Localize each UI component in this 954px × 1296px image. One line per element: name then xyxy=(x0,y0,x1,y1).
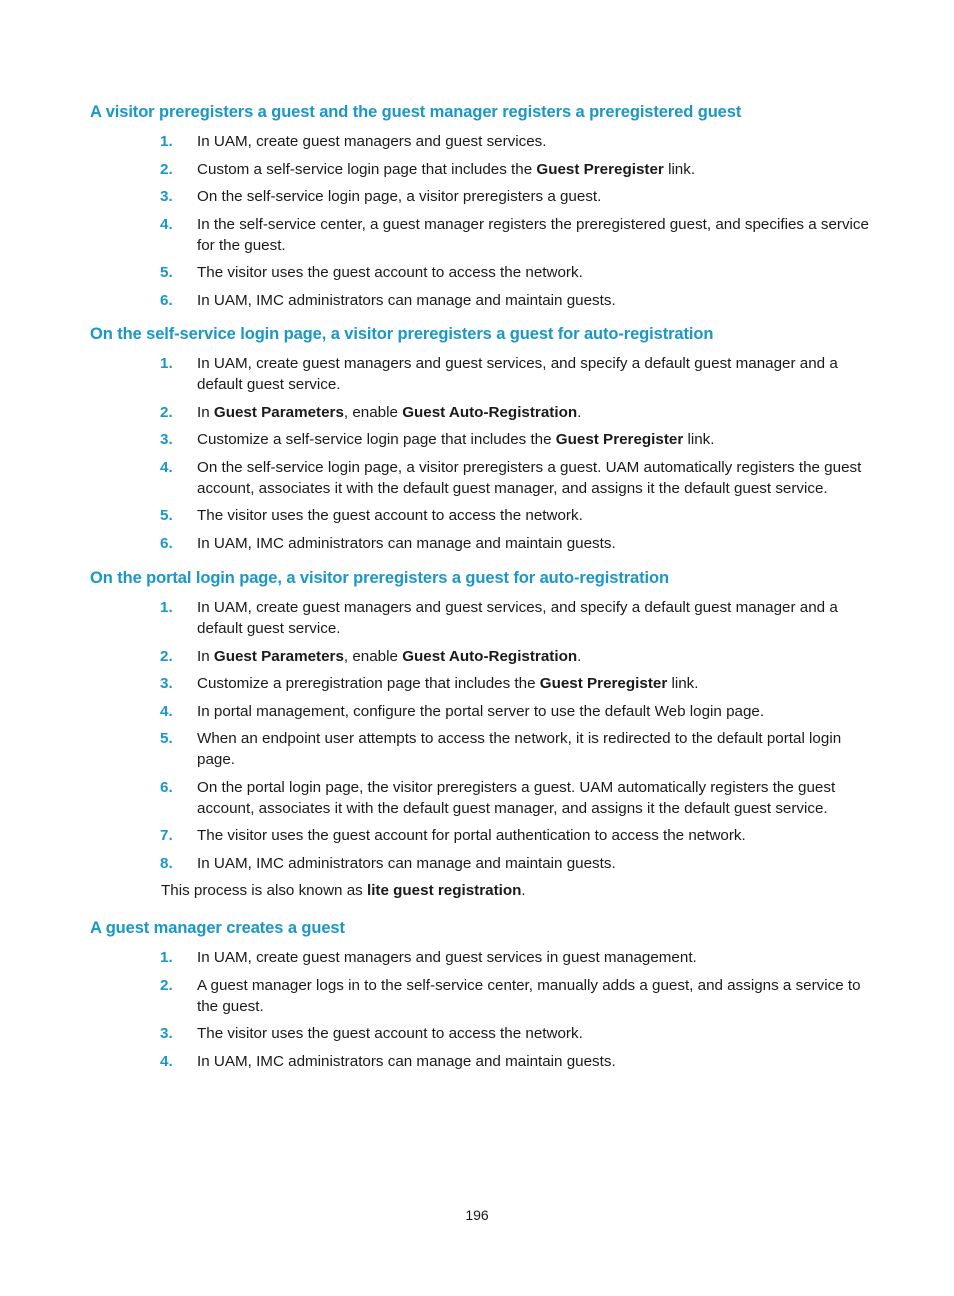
step-list xyxy=(90,947,880,1072)
text-run: . xyxy=(577,647,582,665)
text-run: In UAM, IMC administrators can manage and maintain guests. xyxy=(197,1052,616,1070)
list-item xyxy=(90,1051,880,1072)
text-run: In xyxy=(197,403,214,421)
text-run: When an endpoint user attempts to access the network, it is redirected to the default portal login page. xyxy=(197,730,842,768)
text-run: In UAM, IMC administrators can manage and maintain guests. xyxy=(197,854,616,872)
text-run: This process is also known as xyxy=(161,882,367,899)
list-item xyxy=(90,947,880,968)
step-list xyxy=(90,131,880,311)
bold-term: Guest Parameters xyxy=(213,647,344,665)
text-run: link. xyxy=(667,675,699,692)
list-item xyxy=(90,1023,880,1044)
text-run: Custom a self-service login page that includes the xyxy=(197,160,537,178)
step-number: 2. xyxy=(160,403,173,421)
section-guest-manager-creates-guest xyxy=(90,918,880,1078)
step-number: 4. xyxy=(160,1052,173,1070)
step-number: 3. xyxy=(160,1025,173,1042)
step-number: 6. xyxy=(160,534,173,552)
text-run: The visitor uses the guest account to access the network. xyxy=(197,264,583,281)
section-preregister-and-register xyxy=(90,102,880,317)
bold-term: Guest Parameters xyxy=(213,403,344,421)
step-list xyxy=(90,353,880,554)
list-item xyxy=(90,457,880,499)
bold-term: Guest Preregister xyxy=(539,675,668,692)
text-run: In UAM, create guest managers and guest services. xyxy=(197,133,547,150)
text-run: link. xyxy=(683,431,715,448)
step-number: 1. xyxy=(160,133,173,150)
text-run: In the self-service center, a guest manager registers the preregistered guest, and specifies a service for the guest. xyxy=(197,215,869,254)
step-list xyxy=(90,597,880,874)
text-run: . xyxy=(521,882,526,899)
text-run: link. xyxy=(663,160,696,178)
list-item xyxy=(90,429,880,450)
list-item xyxy=(90,646,880,667)
step-number: 4. xyxy=(160,702,173,720)
step-number: 3. xyxy=(160,188,173,205)
list-item xyxy=(90,673,880,694)
text-run: In UAM, IMC administrators can manage and maintain guests. xyxy=(197,534,616,552)
step-number: 2. xyxy=(160,976,173,994)
list-item xyxy=(90,853,880,874)
step-number: 5. xyxy=(160,730,173,747)
section-heading: On the self-service login page, a visitor preregisters a guest for auto-registration xyxy=(90,325,714,343)
list-item xyxy=(90,159,880,180)
step-number: 1. xyxy=(160,599,173,616)
text-run: Customize a self-service login page that includes the xyxy=(197,431,556,448)
section-heading: On the portal login page, a visitor preregisters a guest for auto-registration xyxy=(90,569,669,587)
step-number: 2. xyxy=(160,647,173,665)
step-number: 6. xyxy=(160,291,173,309)
step-number: 5. xyxy=(160,264,173,281)
page-number: 196 xyxy=(465,1207,489,1223)
text-run: In xyxy=(197,647,214,665)
list-item xyxy=(90,402,880,423)
text-run: On the self-service login page, a visitor preregisters a guest. xyxy=(197,188,602,205)
step-number: 3. xyxy=(160,431,173,448)
text-run: In UAM, IMC administrators can manage and maintain guests. xyxy=(197,291,616,309)
section-heading: A visitor preregisters a guest and the guest manager registers a preregistered guest xyxy=(90,103,742,121)
text-run: In UAM, create guest managers and guest services, and specify a default guest manager and a default guest service. xyxy=(197,355,838,393)
text-run: On the portal login page, the visitor preregisters a guest. UAM automatically registers the guest account, associates it with the default guest manager, and assigns it the default guest service. xyxy=(197,778,836,817)
step-number: 4. xyxy=(160,458,173,476)
text-run: The visitor uses the guest account for portal authentication to access the network. xyxy=(197,827,746,844)
text-run: , enable xyxy=(343,647,403,665)
text-run: . xyxy=(577,403,582,421)
list-item xyxy=(90,701,880,722)
list-item xyxy=(90,262,880,283)
section-portal-auto-registration xyxy=(90,568,880,901)
text-run: , enable xyxy=(343,403,403,421)
section-self-service-auto-registration xyxy=(90,324,880,560)
list-item xyxy=(90,533,880,554)
step-number: 4. xyxy=(160,215,173,233)
text-run: The visitor uses the guest account to access the network. xyxy=(197,1025,583,1042)
step-number: 5. xyxy=(160,507,173,524)
step-number: 6. xyxy=(160,778,173,796)
text-run: In UAM, create guest managers and guest services in guest management. xyxy=(197,949,697,966)
list-item xyxy=(90,186,880,207)
text-run: A guest manager logs in to the self-service center, manually adds a guest, and assigns a service to the guest. xyxy=(197,976,861,1015)
section-heading: A guest manager creates a guest xyxy=(90,919,345,937)
step-number: 7. xyxy=(160,827,173,844)
step-number: 8. xyxy=(160,854,173,872)
step-number: 3. xyxy=(160,675,173,692)
text-run: In UAM, create guest managers and guest services, and specify a default guest manager and a default guest service. xyxy=(197,599,838,637)
bold-term: Guest Auto-Registration xyxy=(402,647,578,665)
list-item xyxy=(90,290,880,311)
step-number: 2. xyxy=(160,160,173,178)
step-number: 1. xyxy=(160,949,173,966)
bold-term: lite guest registration xyxy=(366,882,522,899)
step-number: 1. xyxy=(160,355,173,372)
list-item xyxy=(90,505,880,526)
bold-term: Guest Preregister xyxy=(536,160,664,178)
text-run: The visitor uses the guest account to access the network. xyxy=(197,507,583,524)
text-run: Customize a preregistration page that includes the xyxy=(197,675,540,692)
bold-term: Guest Auto-Registration xyxy=(402,403,578,421)
bold-term: Guest Preregister xyxy=(555,431,684,448)
text-run: In portal management, configure the portal server to use the default Web login page. xyxy=(197,702,765,720)
text-run: On the self-service login page, a visitor preregisters a guest. UAM automatically registers the guest account, associates it with the default guest manager, and assigns it the default guest service. xyxy=(197,458,862,497)
list-item xyxy=(90,597,880,639)
list-item xyxy=(90,131,880,152)
list-item xyxy=(90,353,880,395)
list-item xyxy=(90,975,880,1017)
list-item xyxy=(90,214,880,256)
list-item xyxy=(90,728,880,770)
list-item xyxy=(90,777,880,819)
note-paragraph xyxy=(90,880,880,901)
list-item xyxy=(90,825,880,846)
